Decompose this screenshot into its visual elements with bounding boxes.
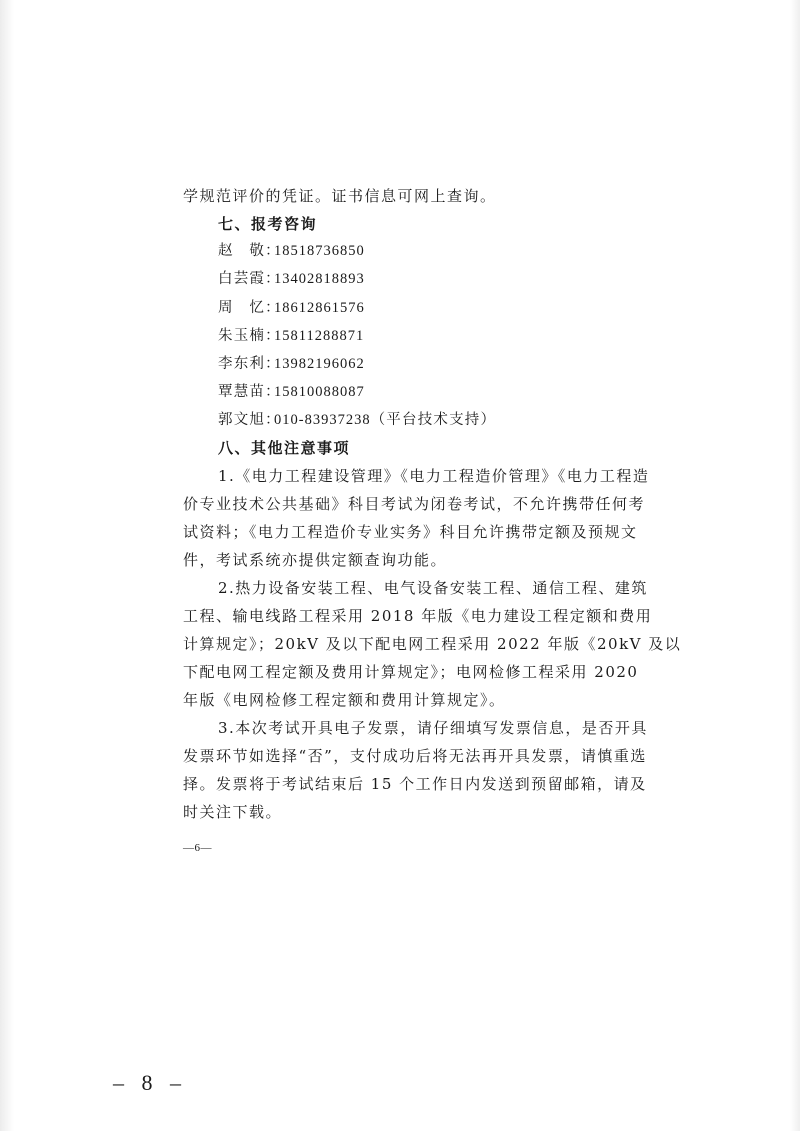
body-line: 2.热力设备安装工程、电气设备安装工程、通信工程、建筑 (218, 579, 648, 597)
contact-row (218, 326, 364, 346)
body-line: 1.《电力工程建设管理》《电力工程造价管理》《电力工程造 (218, 467, 650, 485)
contact-row (218, 410, 496, 430)
contact-phone: 15811288871 (274, 328, 365, 344)
contact-row (218, 298, 365, 318)
body-line: 择。发票将于考试结束后 15 个工作日内发送到预留邮箱，请及 (183, 775, 647, 793)
section-heading-consultation: 七、报考咨询 (218, 215, 318, 233)
contact-name: 李东利： (218, 356, 281, 372)
contact-name: 郭文旭： (218, 412, 281, 428)
contact-row (218, 269, 365, 289)
contact-phone: 13402818893 (274, 271, 365, 287)
contact-name: 周 忆： (218, 300, 281, 316)
page-number: – 8 – (113, 1070, 187, 1095)
contact-row (218, 382, 365, 402)
contact-name: 朱玉楠： (218, 328, 281, 344)
contact-row (218, 241, 365, 261)
body-line: 年版《电网检修工程定额和费用计算规定》。 (183, 691, 506, 709)
scan-edge-right (790, 0, 800, 1131)
section-heading-notes: 八、其他注意事项 (218, 439, 351, 457)
contact-phone: 18518736850 (274, 243, 365, 259)
body-line: 学规范评价的凭证。证书信息可网上查询。 (183, 187, 497, 205)
scan-edge-left (0, 0, 14, 1131)
contact-row (218, 354, 365, 374)
contact-name: 覃慧苗： (218, 384, 281, 400)
body-line: 下配电网工程定额及费用计算规定》；电网检修工程采用 2020 (183, 663, 639, 681)
body-line: 时关注下载。 (183, 803, 283, 821)
body-line: 发票环节如选择“否”，支付成功后将无法再开具发票，请慎重选 (183, 747, 647, 765)
contact-phone: 13982196062 (274, 356, 365, 372)
contact-note: （平台技术支持） (370, 412, 497, 428)
body-line: 试资料；《电力工程造价专业实务》科目允许携带定额及预规文 (183, 523, 638, 541)
contact-name: 赵 敬： (218, 243, 281, 259)
body-line: 计算规定》；20kV 及以下配电网工程采用 2022 年版《20kV 及以 (183, 635, 682, 653)
body-line: 价专业技术公共基础》科目考试为闭卷考试，不允许携带任何考 (183, 495, 646, 513)
contact-name: 白芸霞： (218, 271, 281, 287)
body-line: 件，考试系统亦提供定额查询功能。 (183, 551, 448, 569)
contact-phone: 010-83937238 (274, 412, 371, 428)
body-line: 工程、输电线路工程采用 2018 年版《电力建设工程定额和费用 (183, 607, 653, 625)
contact-phone: 15810088087 (274, 384, 365, 400)
inner-page-number: —6— (183, 842, 212, 854)
body-line: 3.本次考试开具电子发票，请仔细填写发票信息，是否开具 (218, 719, 648, 737)
contact-phone: 18612861576 (274, 300, 365, 316)
